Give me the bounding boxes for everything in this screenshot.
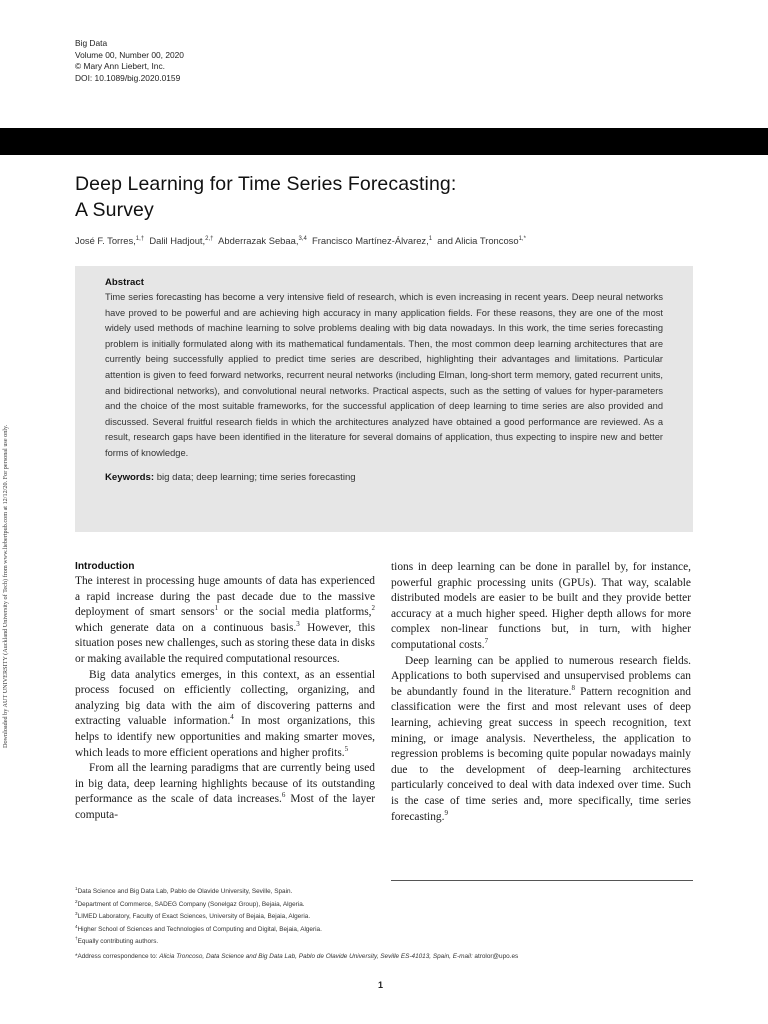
footnote: $^3$LIMED Laboratory, Faculty of Exact Sciences, University of Bejaia, Bejaia, Algeria. bbox=[75, 911, 311, 921]
citation[interactable]: 2 bbox=[371, 604, 375, 613]
author-affiliation: 1,* bbox=[518, 236, 526, 242]
abstract-heading: Abstract bbox=[105, 277, 144, 288]
download-notice-text: Downloaded by AUT UNIVERSITY (Auckland University of Tech) from www.liebertpub.com at 12/12/20. For personal use only. bbox=[2, 424, 9, 748]
body-paragraph: Big data analytics emerges, in this context, as an essential process focused on efficiently collecting, organizing, and analyzing big data with the aim of discovering patterns and extracting valuable information.$^4$ In most organizations, this helps to identify new opportunities and making smarter moves, which leads to more efficient operations and higher profits.$^5$ bbox=[75, 668, 375, 759]
footnote: †Equally contributing authors. bbox=[75, 936, 159, 946]
section-heading-introduction: Introduction bbox=[75, 561, 135, 572]
body-column-left bbox=[75, 560, 375, 824]
body-paragraph: tions in deep learning can be done in parallel by, for instance, powerful graphic processing units (GPUs). That way, scalable distributed models are easier to be built and they provide better accuracy at a much higher speed. Higher depth allows for more complex non-linear functions but, in turn, with higher computational costs.$^7$ bbox=[391, 561, 691, 651]
abstract-text: Time series forecasting has become a very intensive field of research, which is even increasing in recent years. Deep neural networks have proved to be powerful and are achieving high accuracy in many application fields. For these reasons, they are one of the most widely used methods of machine learning to solve problems dealing with big data nowadays. In this work, the time series forecasting problem is initially formulated along with its mathematical fundamentals. Then, the most common deep learning architectures that are currently being successfully applied to predict time series are described, highlighting their advantages and limitations. Particular attention is given to feed forward networks, recurrent neural networks (including Elman, long-short term memory, gated recurrent units, and bidirectional networks), and convolutional neural networks. Practical aspects, such as the setting of values for hyper-parameters and the choice of the most suitable frameworks, for the successful application of deep learning to time series are also provided and discussed. Several fruitful research fields in which the architectures analyzed have obtained a good performance are reviewed. As a result, research gaps have been identified in the literature for several domains of application, thus expecting to inspire new and better forms of knowledge. bbox=[105, 292, 663, 458]
footnote: $^4$Higher School of Sciences and Technologies of Computing and Digital, Bejaia, Algeria. bbox=[75, 923, 322, 933]
author-name: José F. Torres, bbox=[75, 235, 136, 246]
journal-name: Big Data bbox=[75, 38, 108, 48]
citation[interactable]: 8 bbox=[571, 683, 575, 692]
keywords bbox=[105, 472, 663, 483]
author-affiliation: 1,† bbox=[135, 236, 145, 242]
title-line-2: A Survey bbox=[75, 199, 154, 221]
citation[interactable]: 6 bbox=[281, 791, 286, 800]
author-affiliation: 2,† bbox=[205, 236, 214, 242]
correspondence-email-link[interactable]: atrolor@upo.es bbox=[474, 953, 519, 960]
author-name: and Alicia Troncoso bbox=[437, 235, 519, 246]
journal-volume: Volume 00, Number 00, 2020 bbox=[75, 49, 184, 60]
journal-info bbox=[75, 38, 184, 84]
correspondence-note bbox=[75, 953, 695, 960]
correspondence-address: Alicia Troncoso, Data Science and Big Data Lab, Pablo de Olavide University, Seville ES-41013, Spain, bbox=[159, 953, 451, 960]
body-column-right bbox=[391, 560, 691, 825]
citation[interactable]: 4 bbox=[230, 713, 234, 722]
affiliation-footnotes bbox=[75, 884, 695, 947]
page-number: 1 bbox=[378, 980, 384, 990]
keywords-list: big data; deep learning; time series forecasting bbox=[156, 471, 356, 483]
author-name: Francisco Martínez-Álvarez, bbox=[312, 235, 429, 246]
author-name: Dalil Hadjout, bbox=[149, 235, 206, 246]
body-paragraph: From all the learning paradigms that are currently being used in big data, deep learning highlights because of its outstanding performance as the scale of data increases.$^6$ Most of the layer computa- bbox=[75, 762, 376, 821]
abstract-box bbox=[75, 266, 693, 532]
correspondence-email-label: E-mail: bbox=[452, 953, 473, 960]
download-side-note bbox=[2, 268, 16, 748]
citation[interactable]: 9 bbox=[444, 808, 448, 817]
header-band bbox=[0, 128, 768, 155]
citation[interactable]: 5 bbox=[344, 744, 349, 753]
title-line-1: Deep Learning for Time Series Forecasting: bbox=[75, 173, 457, 195]
author-name: Abderrazak Sebaa, bbox=[218, 235, 299, 246]
footnote-divider bbox=[391, 880, 693, 881]
author-affiliation: 1 bbox=[428, 236, 433, 242]
correspondence-label: *Address correspondence to: bbox=[75, 953, 158, 960]
citation[interactable]: 7 bbox=[484, 636, 489, 645]
footnote: $^2$Department of Commerce, SADEG Company (Sonelgaz Group), Bejaia, Algeria. bbox=[75, 898, 305, 908]
citation[interactable]: 1 bbox=[214, 604, 219, 613]
body-paragraph: The interest in processing huge amounts of data has experienced a rapid increase during the past decade due to the massive deployment of smart sensors$^1$ or the social media platforms,$^2$ which generate data on a continuous basis.$^3$ However, this situation poses new challenges, such as storing these data in disks or making available the required computational resources. bbox=[75, 575, 376, 665]
footnote: $^1$Data Science and Big Data Lab, Pablo de Olavide University, Seville, Spain. bbox=[75, 886, 293, 895]
author-list bbox=[75, 235, 715, 246]
journal-copyright: © Mary Ann Liebert, Inc. bbox=[75, 61, 165, 71]
journal-doi: DOI: 10.1089/big.2020.0159 bbox=[75, 72, 181, 83]
keywords-label: Keywords: bbox=[105, 471, 155, 483]
paper-title bbox=[75, 171, 695, 223]
citation[interactable]: 3 bbox=[296, 619, 300, 628]
body-paragraph: Deep learning can be applied to numerous research fields. Applications to both supervised and unsupervised problems can be abundantly found in the literature.$^8$ Pattern recognition and classification were the first and most relevant uses of deep learning, achieving great success in speech recognition, text mining, or image analysis. Nevertheless, the application to regression problems is becoming quite popular nowadays mainly due to the development of deep-learning architectures particularly conceived to deal with data indexed over time. Such is the case of time series and, more specifically, time series forecasting.$^9$ bbox=[391, 654, 691, 823]
author-affiliation: 3,4 bbox=[298, 236, 307, 242]
